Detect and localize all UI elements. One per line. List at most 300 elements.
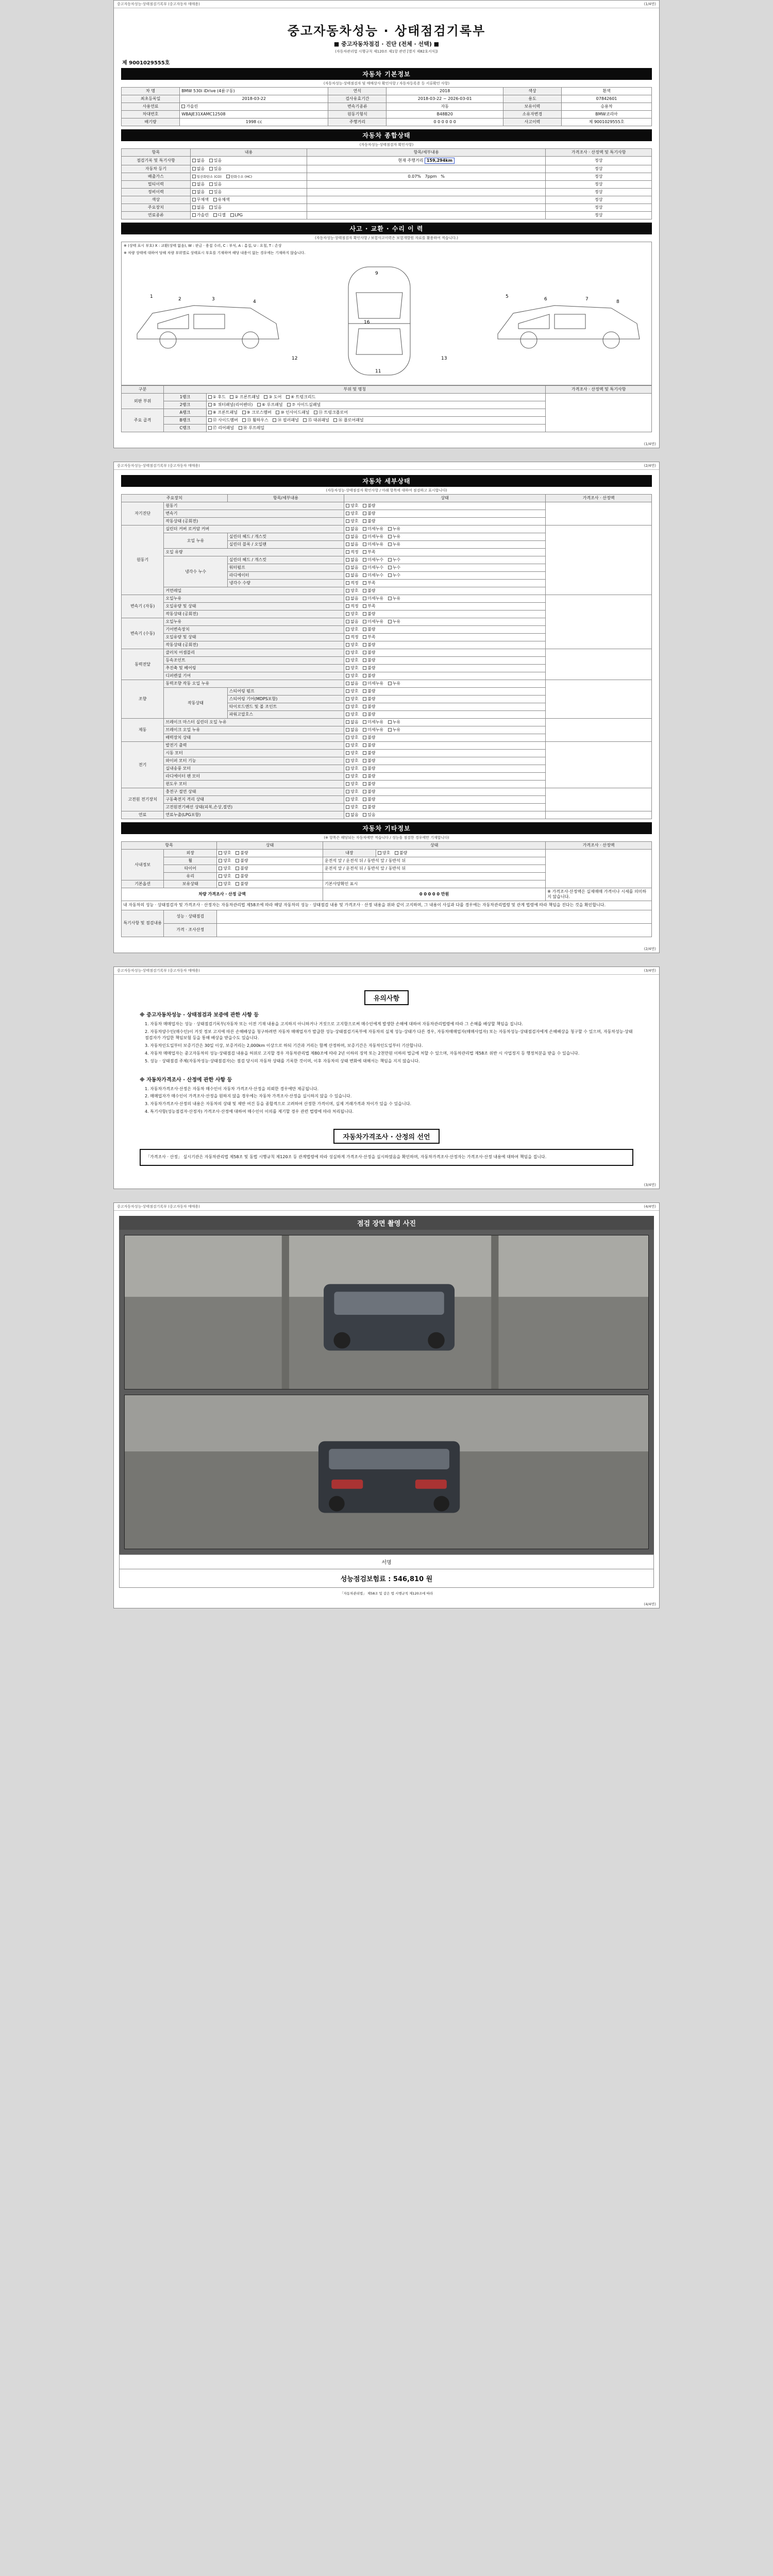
- checkbox-self-0-bad[interactable]: [363, 504, 366, 507]
- checkbox-br-2-bad[interactable]: [363, 736, 366, 739]
- item-el-2: 와이퍼 모터 기능: [164, 757, 344, 765]
- checkbox-none-0[interactable]: [192, 159, 196, 162]
- svg-text:4: 4: [253, 299, 256, 304]
- checkbox-part-7[interactable]: [287, 403, 291, 406]
- label-st-1-1: 불량: [367, 689, 376, 693]
- checkbox-ext-good[interactable]: [219, 851, 222, 855]
- page-1: [113, 0, 660, 448]
- checkbox-el-5-good[interactable]: [346, 782, 349, 786]
- page-title: 중고자동차성능 · 상태점검기록부: [287, 24, 486, 38]
- checkbox-st-3-good[interactable]: [346, 705, 349, 708]
- item-br-2: 배력장치 상태: [164, 734, 344, 742]
- state-el-1: [344, 750, 546, 757]
- photo-front-svg: [125, 1235, 648, 1389]
- label-br-1-0: 없음: [350, 727, 359, 732]
- checkbox-st-1-bad[interactable]: [363, 689, 366, 693]
- checkbox-hv-2-good[interactable]: [346, 805, 349, 809]
- total-price-note: ※ 가격조사·산정액은 실제매매 가격이나 시세를 의미하지 않습니다.: [546, 888, 652, 901]
- state-hv-0: [344, 788, 546, 796]
- checkbox-eng-1-none[interactable]: [346, 535, 349, 538]
- checkbox-el-1-bad[interactable]: [363, 751, 366, 755]
- price-hv: [546, 788, 652, 811]
- label-el-1-1: 불량: [367, 751, 376, 755]
- label-eng-2-1: 미세누유: [367, 542, 384, 547]
- checkbox-st-2-bad[interactable]: [363, 697, 366, 701]
- checkbox-eng-2-leak[interactable]: [388, 543, 392, 546]
- sub-st-2: 스티어링 기어(MDPS포함): [227, 696, 344, 703]
- sign-price-area[interactable]: [217, 923, 652, 937]
- checkbox-self-2-good[interactable]: [346, 519, 349, 523]
- checkbox-fuel-g[interactable]: [192, 213, 196, 217]
- row-detail-6: [307, 204, 546, 212]
- state-fu-0: [344, 811, 546, 819]
- row-opts-0: [190, 157, 307, 165]
- price-powertrain: [546, 649, 652, 680]
- checkbox-eng-4-minor[interactable]: [363, 558, 366, 562]
- label-eng-3-0: 적정: [350, 550, 359, 554]
- checkbox-eng-6-minor[interactable]: [363, 573, 366, 577]
- part-label-16: ⑯ 플로어패널: [338, 418, 364, 422]
- checkbox-br-2-good[interactable]: [346, 736, 349, 739]
- checkbox-pt-1-good[interactable]: [346, 658, 349, 662]
- svg-text:16: 16: [364, 320, 370, 325]
- checkbox-eng-0-leak[interactable]: [388, 527, 392, 531]
- checkbox-el-3-good[interactable]: [346, 767, 349, 770]
- label-ta-2-0: 양호: [350, 612, 359, 616]
- label-st-3-1: 불량: [367, 704, 376, 709]
- row-detail-3: [307, 181, 546, 189]
- checkbox-tm-0-minor[interactable]: [363, 620, 366, 623]
- checkbox-tm-0-leak[interactable]: [388, 620, 392, 623]
- checkbox-tm-0-none[interactable]: [346, 620, 349, 623]
- item-engine-3: 오일 유량: [164, 549, 344, 556]
- checkbox-pt-0-good[interactable]: [346, 651, 349, 654]
- section-accident-note: (자동차성능·상태점검자 확인사항 / 보험사고이력은 보험개발원 자료를 활용하여 적습니다.): [314, 236, 459, 240]
- checkbox-eng-6-leak[interactable]: [388, 573, 392, 577]
- checkbox-glass-bad[interactable]: [236, 874, 239, 878]
- label-wheel-good: 양호: [223, 858, 231, 863]
- checkbox-glass-good[interactable]: [219, 874, 222, 878]
- label-eng-4-0: 없음: [350, 557, 359, 562]
- item-ta-1: 오일유량 및 상태: [164, 603, 344, 611]
- checkbox-part-4[interactable]: [286, 395, 290, 399]
- item-fu-0: 연료누출(LPG포함): [164, 811, 344, 819]
- checkbox-fuel-gasoline[interactable]: [181, 105, 185, 108]
- col-content: 내용: [190, 149, 307, 157]
- checkbox-ta-2-good[interactable]: [346, 612, 349, 616]
- section-other-note: (※ 항목은 해당되는 자동차에만 적습니다 / 성능을 점검한 경우에만 기재합니다): [324, 836, 449, 840]
- group-trans-manual: 변속기 (수동): [122, 618, 164, 649]
- checkbox-ext-bad[interactable]: [236, 851, 239, 855]
- label-eng-6-2: 누수: [392, 573, 401, 578]
- checkbox-eng-2-minor[interactable]: [363, 543, 366, 546]
- checkbox-tm-1-bad[interactable]: [363, 628, 366, 631]
- state-el-5: [344, 781, 546, 788]
- item-tm-3: 작동상태 (공회전): [164, 641, 344, 649]
- checkbox-st-0-minor[interactable]: [363, 682, 366, 685]
- value-trans: 자동: [386, 103, 503, 111]
- page-1-header: [114, 1, 659, 8]
- checkbox-yes-4[interactable]: [209, 190, 213, 194]
- label-self-1-good: 양호: [350, 511, 359, 516]
- checkbox-pt-3-good[interactable]: [346, 674, 349, 677]
- parts-rank-1: [206, 394, 546, 401]
- notice2-item-3: 3. 자동차가격조사·산정의 내용은 자동차의 상태 및 제반 여건 등을 종합적으로 고려하여 산정한 가격이며, 실제 거래가격과 차이가 있을 수 있습니다.: [145, 1101, 411, 1107]
- checkbox-el-3-bad[interactable]: [363, 767, 366, 770]
- checkbox-eng-4-leak[interactable]: [388, 558, 392, 562]
- item-st-oper: 작동상태: [164, 688, 227, 719]
- page-4-header: [114, 1203, 659, 1211]
- page-3: [113, 967, 660, 1189]
- checkbox-none-6[interactable]: [192, 206, 196, 209]
- item-el-1: 시동 모터: [164, 750, 344, 757]
- label-br-0-1: 미세누유: [367, 720, 384, 724]
- checkbox-pt-2-good[interactable]: [346, 666, 349, 670]
- label-fu-0-0: 없음: [350, 812, 359, 817]
- checkbox-eng-5-none[interactable]: [346, 566, 349, 569]
- checkbox-st-2-good[interactable]: [346, 697, 349, 701]
- label-inspect-code: 용도: [503, 95, 561, 103]
- checkbox-fuel-lpg[interactable]: [230, 213, 234, 217]
- label-el-4-1: 불량: [367, 774, 376, 778]
- checkbox-pt-0-bad[interactable]: [363, 651, 366, 654]
- value-first-reg: 2018-03-22: [180, 95, 328, 103]
- checkbox-br-0-none[interactable]: [346, 720, 349, 724]
- part-label-7: ⑦ 사이드실패널: [292, 402, 321, 407]
- svg-text:9: 9: [375, 271, 378, 276]
- checkbox-hc[interactable]: [226, 175, 230, 178]
- label-engine: 원동기형식: [328, 111, 386, 118]
- label-eng-5-1: 미세누수: [367, 565, 384, 570]
- label-ta-0-0: 없음: [350, 596, 359, 601]
- checkbox-tm-2-low[interactable]: [363, 635, 366, 639]
- other-label2-0: 내장: [323, 850, 376, 857]
- checkbox-ta-1-ok[interactable]: [346, 604, 349, 608]
- label-tm-3-1: 불량: [367, 642, 376, 647]
- state-tm-2: [344, 634, 546, 641]
- label-eng-1-0: 없음: [350, 534, 359, 539]
- checkbox-el-2-good[interactable]: [346, 759, 349, 762]
- item-pt-1: 등속조인트: [164, 657, 344, 665]
- checkbox-part-9[interactable]: [242, 411, 246, 414]
- checkbox-el-1-good[interactable]: [346, 751, 349, 755]
- checkbox-part-12[interactable]: [208, 418, 212, 422]
- checkbox-self-1-good[interactable]: [346, 512, 349, 515]
- checkbox-eng-5-minor[interactable]: [363, 566, 366, 569]
- checkbox-eng-7-low[interactable]: [363, 581, 366, 585]
- label-tm-3-0: 양호: [350, 642, 359, 647]
- row-opts-3: [190, 181, 307, 189]
- checkbox-eng-3-ok[interactable]: [346, 550, 349, 554]
- checkbox-ta-0-leak[interactable]: [388, 597, 392, 600]
- row-detail-7: [307, 212, 546, 219]
- col-note: 가격조사 · 산정액 및 특기사항: [546, 149, 652, 157]
- svg-text:1: 1: [150, 294, 153, 299]
- checkbox-part-2[interactable]: [230, 395, 233, 399]
- checkbox-st-3-bad[interactable]: [363, 705, 366, 708]
- checkbox-st-0-none[interactable]: [346, 682, 349, 685]
- col-other-state2: 상태: [323, 842, 546, 850]
- checkbox-part-18[interactable]: [239, 426, 242, 430]
- other-state2-2: 운전석 앞 / 운전석 뒤 / 동반석 앞 / 동반석 뒤: [323, 865, 546, 873]
- checkbox-part-17[interactable]: [208, 426, 212, 430]
- group-brake: 제동: [122, 719, 164, 742]
- row-label-7: 연료종류: [122, 212, 191, 219]
- opt-label-7-0: 가솔린: [196, 213, 209, 217]
- col-price-note: 가격조사 · 산정액: [546, 495, 652, 502]
- checkbox-ta-0-none[interactable]: [346, 597, 349, 600]
- checkbox-st-4-bad[interactable]: [363, 713, 366, 716]
- notice2-item-2: 2. 매매업자가 매수인이 가격조사·산정을 원하지 않을 경우에는 자동차 가격조사·산정을 실시하지 않을 수 있습니다.: [145, 1094, 352, 1099]
- checkbox-eng-0-minor[interactable]: [363, 527, 366, 531]
- checkbox-eng-6-none[interactable]: [346, 573, 349, 577]
- row-detail-4: [307, 189, 546, 196]
- checkbox-hv-2-bad[interactable]: [363, 805, 366, 809]
- part-label-5: ⑤ 쿼터패널(리어펜더): [212, 402, 253, 407]
- group-base-option: 기본옵션: [122, 880, 164, 888]
- label-br-1-1: 미세누유: [367, 727, 384, 732]
- checkbox-tm-3-bad[interactable]: [363, 643, 366, 647]
- state-st-1: [344, 688, 546, 696]
- group-trans-auto: 변속기 (자동): [122, 595, 164, 618]
- label-ext-good: 양호: [223, 851, 231, 855]
- checkbox-br-1-leak[interactable]: [388, 728, 392, 732]
- state-st-0: [344, 680, 546, 688]
- top-left-label-3: 중고자동차성능·상태점검기록부 (중고자동차 매매용): [117, 968, 200, 973]
- checkbox-part-15[interactable]: [303, 418, 307, 422]
- checkbox-chromatic[interactable]: [213, 198, 217, 201]
- state-el-0: [344, 742, 546, 750]
- checkbox-self-0-good[interactable]: [346, 504, 349, 507]
- other-label-1: 휠: [164, 857, 217, 865]
- checkbox-eng-2-none[interactable]: [346, 543, 349, 546]
- checkbox-fuel-d[interactable]: [213, 213, 217, 217]
- mileage-value: 159,294km: [425, 158, 455, 164]
- checkbox-ta-0-minor[interactable]: [363, 597, 366, 600]
- checkbox-part-8[interactable]: [208, 411, 212, 414]
- emission-nox: %: [441, 174, 445, 179]
- checkbox-br-1-minor[interactable]: [363, 728, 366, 732]
- sub-engine-4: 실린더 헤드 / 개스킷: [227, 556, 344, 564]
- item-engine-coolant: 냉각수 누수: [164, 556, 227, 587]
- value-color: 흰색: [562, 88, 652, 95]
- checkbox-eng-5-leak[interactable]: [388, 566, 392, 569]
- label-st-0-1: 미세누유: [367, 681, 384, 686]
- checkbox-hv-0-good[interactable]: [346, 790, 349, 793]
- checkbox-tm-3-good[interactable]: [346, 643, 349, 647]
- checkbox-eng-1-leak[interactable]: [388, 535, 392, 538]
- value-inspect-period: 2018-03-22 ~ 2026-03-01: [386, 95, 503, 103]
- label-hv-1-1: 불량: [367, 797, 376, 802]
- checkbox-br-0-minor[interactable]: [363, 720, 366, 724]
- checkbox-self-1-bad[interactable]: [363, 512, 366, 515]
- checkbox-ta-1-low[interactable]: [363, 604, 366, 608]
- state-self-1: [344, 510, 546, 518]
- price-electric: [546, 742, 652, 788]
- checkbox-el-4-good[interactable]: [346, 774, 349, 778]
- checkbox-br-0-leak[interactable]: [388, 720, 392, 724]
- checkbox-part-16[interactable]: [333, 418, 337, 422]
- checkbox-yes-3[interactable]: [209, 182, 213, 186]
- label-hv-2-0: 양호: [350, 805, 359, 809]
- checkbox-none-3[interactable]: [192, 182, 196, 186]
- row-label-3: 멀티이력: [122, 181, 191, 189]
- value-car-name: BMW 530i iDrive (4륜구동): [180, 88, 328, 95]
- checkbox-st-4-good[interactable]: [346, 713, 349, 716]
- checkbox-base-good[interactable]: [219, 882, 222, 886]
- state-self-2: [344, 518, 546, 526]
- photo-container: [119, 1230, 654, 1554]
- state-ta-2: [344, 611, 546, 618]
- other-state-1: [217, 857, 323, 865]
- checkbox-el-0-bad[interactable]: [363, 743, 366, 747]
- checkbox-fu-0-yes[interactable]: [363, 813, 366, 817]
- checkbox-tm-2-ok[interactable]: [346, 635, 349, 639]
- parts-rank-2: [206, 401, 546, 409]
- checkbox-eng-7-ok[interactable]: [346, 581, 349, 585]
- value-disp: 1998 cc: [180, 118, 328, 126]
- sub-engine-7: 냉각수 수량: [227, 580, 344, 587]
- label-first-reg: 최초등록일: [122, 95, 180, 103]
- checkbox-ta-2-bad[interactable]: [363, 612, 366, 616]
- checkbox-hv-0-bad[interactable]: [363, 790, 366, 793]
- checkbox-eng-8-good[interactable]: [346, 589, 349, 592]
- checkbox-pt-2-bad[interactable]: [363, 666, 366, 670]
- checkbox-el-0-good[interactable]: [346, 743, 349, 747]
- checkbox-eng-8-bad[interactable]: [363, 589, 366, 592]
- sign-perf-area[interactable]: [217, 910, 652, 923]
- checkbox-part-1[interactable]: [208, 395, 212, 399]
- label-base-bad: 불량: [240, 882, 248, 886]
- checkbox-part-3[interactable]: [264, 395, 267, 399]
- part-label-3: ③ 도어: [268, 395, 282, 399]
- checkbox-eng-1-minor[interactable]: [363, 535, 366, 538]
- opt-label-3-0: 없음: [196, 182, 205, 187]
- checkbox-wheel-good[interactable]: [219, 859, 222, 862]
- item-ta-2: 작동상태 (공회전): [164, 611, 344, 618]
- checkbox-pt-1-bad[interactable]: [363, 658, 366, 662]
- checkbox-tm-1-good[interactable]: [346, 628, 349, 631]
- checkbox-part-6[interactable]: [257, 403, 261, 406]
- page-4-legal-footer: 「자동차관리법」 제58조 및 같은 법 시행규칙 제120조에 따라: [340, 1591, 433, 1596]
- emission-co: 0.07%: [408, 174, 421, 179]
- checkbox-el-4-bad[interactable]: [363, 774, 366, 778]
- item-hv-2: 고전원전기배선 상태(피복,손상,절연): [164, 804, 344, 811]
- label-trans: 변속기종류: [328, 103, 386, 111]
- label-st-4-1: 불량: [367, 712, 376, 717]
- label-base-good: 양호: [223, 882, 231, 886]
- checkbox-self-2-bad[interactable]: [363, 519, 366, 523]
- state-engine-0: [344, 526, 546, 533]
- rank-a: A랭크: [164, 409, 206, 417]
- col-sub-item: 항목/세부내용: [227, 495, 344, 502]
- section-basic-info-note: (자동차성능·상태점검자 및 매매상사 확인사항 / 자동차등록증 등 서류확인 사항): [323, 81, 450, 86]
- other-state2-0: [376, 850, 545, 857]
- checkbox-yes-1[interactable]: [209, 167, 213, 171]
- checkbox-eng-3-low[interactable]: [363, 550, 366, 554]
- item-st-0: 동력조향 작동 오일 누유: [164, 680, 344, 688]
- checkbox-hv-1-bad[interactable]: [363, 798, 366, 801]
- notice-item-4: 4. 자동차 매매업자는 중고자동차의 성능·상태점검 내용을 허위로 고지할 경우 자동차관리법 제80조에 따라 2년 이하의 징역 또는 2천만원 이하의 벌금에 처할 수 있으며, 자동차관리법 제58조 위반 시 사업정지 등 행정처분을 받을 수 있습니다.: [145, 1050, 580, 1056]
- checkbox-br-1-none[interactable]: [346, 728, 349, 732]
- state-engine-4: [344, 556, 546, 564]
- checkbox-yes-0[interactable]: [209, 159, 213, 162]
- item-engine-oilleak: 오일 누유: [164, 533, 227, 549]
- photo-section-title: 점검 장면 촬영 사진: [119, 1216, 654, 1230]
- row-note-3: 정상: [546, 181, 652, 189]
- checkbox-part-10[interactable]: [276, 411, 279, 414]
- checkbox-none-1[interactable]: [192, 167, 196, 171]
- state-pt-1: [344, 657, 546, 665]
- checkbox-base-bad[interactable]: [236, 882, 239, 886]
- checkbox-eng-0-none[interactable]: [346, 527, 349, 531]
- top-left-label-4: 중고자동차성능·상태점검기록부 (중고자동차 매매용): [117, 1204, 200, 1209]
- checkbox-fu-0-none[interactable]: [346, 813, 349, 817]
- row-label-5: 색상: [122, 196, 191, 204]
- svg-text:5: 5: [506, 294, 509, 299]
- checkbox-tire-bad[interactable]: [236, 867, 239, 870]
- value-fuel-options: [180, 103, 328, 111]
- state-engine-8: [344, 587, 546, 595]
- page-number-4: (4/4면): [644, 1204, 656, 1209]
- checkbox-part-5[interactable]: [208, 403, 212, 406]
- label-glass-bad: 불량: [240, 874, 248, 878]
- notice-heading-1: ※ 중고자동차성능 · 상태점검과 보증에 관한 사항 등: [140, 1012, 259, 1018]
- checkbox-co[interactable]: [192, 175, 196, 178]
- svg-text:2: 2: [178, 297, 181, 302]
- checkbox-yes-6[interactable]: [209, 206, 213, 209]
- state-engine-5: [344, 564, 546, 572]
- checkbox-part-11[interactable]: [314, 411, 317, 414]
- checkbox-hv-1-good[interactable]: [346, 798, 349, 801]
- checkbox-int-good[interactable]: [378, 851, 381, 855]
- page-1-footer: (1/4면): [644, 442, 656, 446]
- checkbox-tire-good[interactable]: [219, 867, 222, 870]
- checkbox-st-0-leak[interactable]: [388, 682, 392, 685]
- checkbox-part-14[interactable]: [273, 418, 276, 422]
- section-accident-bar: 사고 · 교환 · 수리 이 력: [121, 223, 652, 234]
- group-outer-panel: 외판 부위: [122, 394, 164, 409]
- part-label-11: ⑪ 트렁크플로어: [318, 410, 348, 415]
- label-ta-0-2: 누유: [392, 596, 401, 601]
- label-car-type: 보유이력: [503, 103, 561, 111]
- state-tm-1: [344, 626, 546, 634]
- state-el-2: [344, 757, 546, 765]
- checkbox-wheel-bad[interactable]: [236, 859, 239, 862]
- label-el-2-0: 양호: [350, 758, 359, 763]
- checkbox-pt-3-bad[interactable]: [363, 674, 366, 677]
- checkbox-none-4[interactable]: [192, 190, 196, 194]
- checkbox-int-bad[interactable]: [395, 851, 398, 855]
- section-overall-bar: 자동차 종합상태: [121, 129, 652, 141]
- checkbox-part-13[interactable]: [242, 418, 246, 422]
- checkbox-achromatic[interactable]: [192, 198, 196, 201]
- label-hv-2-1: 불량: [367, 805, 376, 809]
- label-pt-1-0: 양호: [350, 658, 359, 663]
- checkbox-st-1-good[interactable]: [346, 689, 349, 693]
- label-self-0-good: 양호: [350, 503, 359, 508]
- top-left-label-2: 중고자동차성능·상태점검기록부 (중고자동차 매매용): [117, 464, 200, 468]
- declaration-box-title: 자동차가격조사 · 산정의 선언: [333, 1129, 439, 1144]
- col-main-device: 주요장치: [122, 495, 228, 502]
- opt-label-2-0: 일산화탄소 (CO): [196, 175, 222, 179]
- col-other-state: 상태: [217, 842, 323, 850]
- checkbox-el-5-bad[interactable]: [363, 782, 366, 786]
- label-eng-6-1: 미세누수: [367, 573, 384, 578]
- checkbox-el-2-bad[interactable]: [363, 759, 366, 762]
- checkbox-eng-4-none[interactable]: [346, 558, 349, 562]
- detail-state-table: [121, 494, 652, 819]
